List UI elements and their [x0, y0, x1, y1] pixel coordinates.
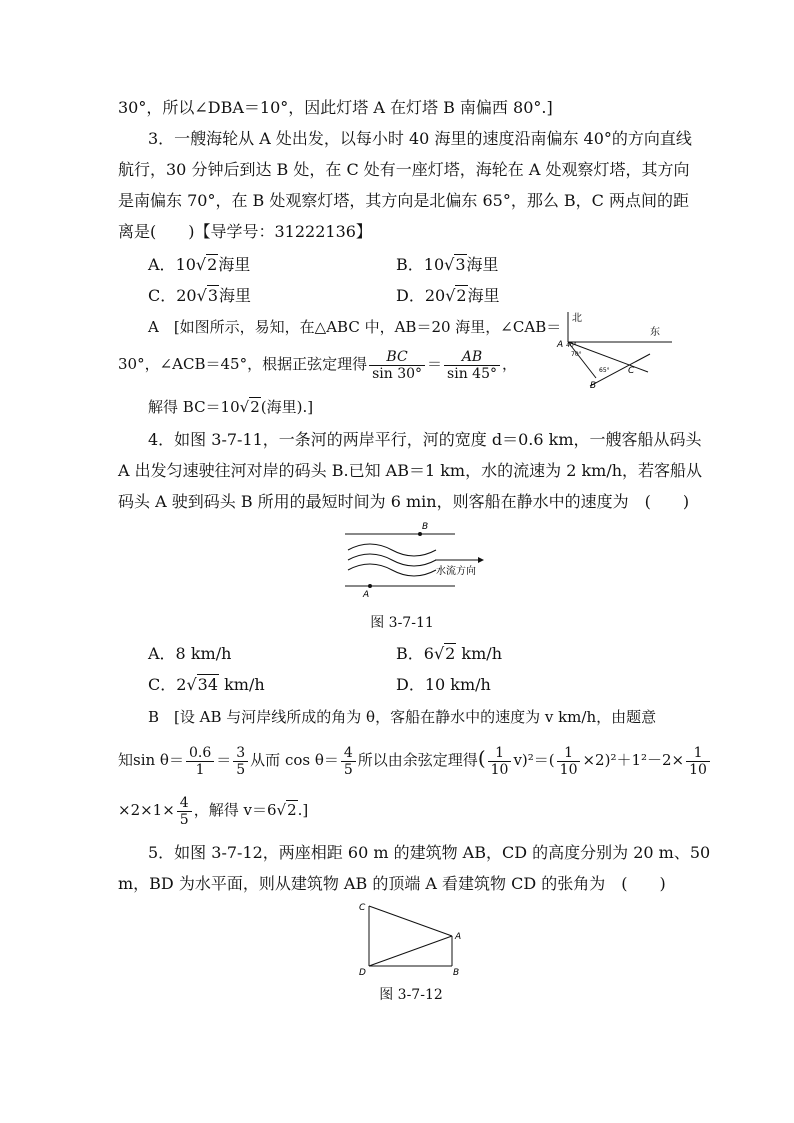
sight-line-ac — [369, 906, 452, 936]
q3-option-c: C．20√3海里 — [148, 286, 252, 305]
carryover-line: 30°，所以∠DBA＝10°，因此灯塔 A 在灯塔 B 南偏西 80°.] — [118, 98, 553, 117]
point-a — [368, 584, 372, 588]
q4-figure-caption: 图 3-7-11 — [370, 615, 434, 631]
label-b: B — [453, 968, 460, 978]
label-east: 东 — [650, 327, 660, 338]
wave-3 — [348, 564, 436, 576]
q4-line2: A 出发匀速驶往河对岸的码头 B.已知 AB＝1 km，水的流速为 2 km/h，若客船从 — [118, 461, 703, 480]
q3-option-d: D．20√2海里 — [396, 286, 500, 305]
q3-option-b: B．10√3海里 — [396, 255, 499, 274]
q3-line4: 离是( )【导学号：31222136】 — [118, 222, 372, 241]
label-flow-direction: 水流方向 — [436, 566, 476, 577]
q4-figure — [340, 520, 490, 600]
label-d: D — [359, 968, 366, 978]
label-a: A — [363, 590, 370, 600]
q5-figure-caption: 图 3-7-12 — [379, 987, 443, 1003]
q5-line2: m，BD 为水平面，则从建筑物 AB 的顶端 A 看建筑物 CD 的张角为 ( ) — [118, 874, 666, 893]
wave-2 — [348, 554, 436, 566]
label-c: C — [628, 366, 635, 376]
label-c: C — [359, 903, 366, 913]
q4-answer-line1: B [设 AB 与河岸线所成的角为 θ，客船在静水中的速度为 v km/h，由题意 — [148, 708, 657, 726]
q4-option-a: A．8 km/h — [148, 644, 232, 663]
angle-65: 65° — [599, 367, 610, 374]
label-b: B — [422, 522, 429, 532]
q3-figure — [550, 310, 675, 390]
q5-figure — [355, 898, 470, 978]
q4-option-d: D．10 km/h — [396, 675, 491, 694]
sight-line-ad — [369, 936, 452, 966]
label-north: 北 — [572, 313, 582, 324]
label-a: A — [557, 340, 564, 350]
q4-line3: 码头 A 驶到码头 B 所用的最短时间为 6 min，则客船在静水中的速度为 ( ) — [118, 492, 690, 511]
wave-1 — [348, 544, 436, 556]
q3-line2: 航行，30 分钟后到达 B 处，在 C 处有一座灯塔，海轮在 A 处观察灯塔，其方向 — [118, 160, 690, 179]
q5-line1: 5．如图 3-7-12，两座相距 60 m 的建筑物 AB，CD 的高度分别为 20 m、50 — [148, 843, 711, 862]
q4-line1: 4．如图 3-7-11，一条河的两岸平行，河的宽度 d＝0.6 km，一艘客船从码头 — [148, 430, 702, 449]
label-b: B — [590, 381, 597, 390]
q4-answer-line3: ×2×1× $\frac{4}{5}$ ，解得 v＝6√2.] — [118, 794, 309, 828]
flow-arrow-head — [478, 557, 484, 563]
q3-line3: 是南偏东 70°，在 B 处观察灯塔，其方向是北偏东 65°，那么 B，C 两点间的距 — [118, 191, 689, 210]
angle-70: 70° — [571, 351, 582, 358]
label-a: A — [455, 932, 462, 942]
q4-option-c: C．2√34 km/h — [148, 675, 265, 694]
point-b — [418, 532, 422, 536]
q3-answer-line3: 解得 BC＝10√2(海里).] — [148, 398, 314, 416]
q4-option-b: B．6√2 km/h — [396, 644, 502, 663]
q4-answer-line2: 知sin θ＝ $\frac{0.6}{1}$ ＝ $\frac{3}{5}$ 从而 cos θ＝ $\frac{4}{5}$ 所以由余弦定理得( $\frac{1}{10}$ v)²＝( $\frac{1}{10}$ ×2)²＋1²－2× $\frac{1}{10}$ — [118, 738, 712, 780]
q3-option-a: A．10√2海里 — [148, 255, 251, 274]
angle-40: 40° — [566, 342, 577, 349]
q3-answer-line2: 30°，∠ACB＝45°，根据正弦定理得 $\frac{BC}{\sin 30^\circ}$ ＝ $\frac{AB}{\sin 45^\circ}$ ， — [118, 348, 518, 382]
q3-answer-line1: A [如图所示，易知，在△ABC 中，AB＝20 海里，∠CAB＝ — [148, 318, 562, 336]
q3-line1: 3．一艘海轮从 A 处出发，以每小时 40 海里的速度沿南偏东 40°的方向直线 — [148, 129, 692, 148]
